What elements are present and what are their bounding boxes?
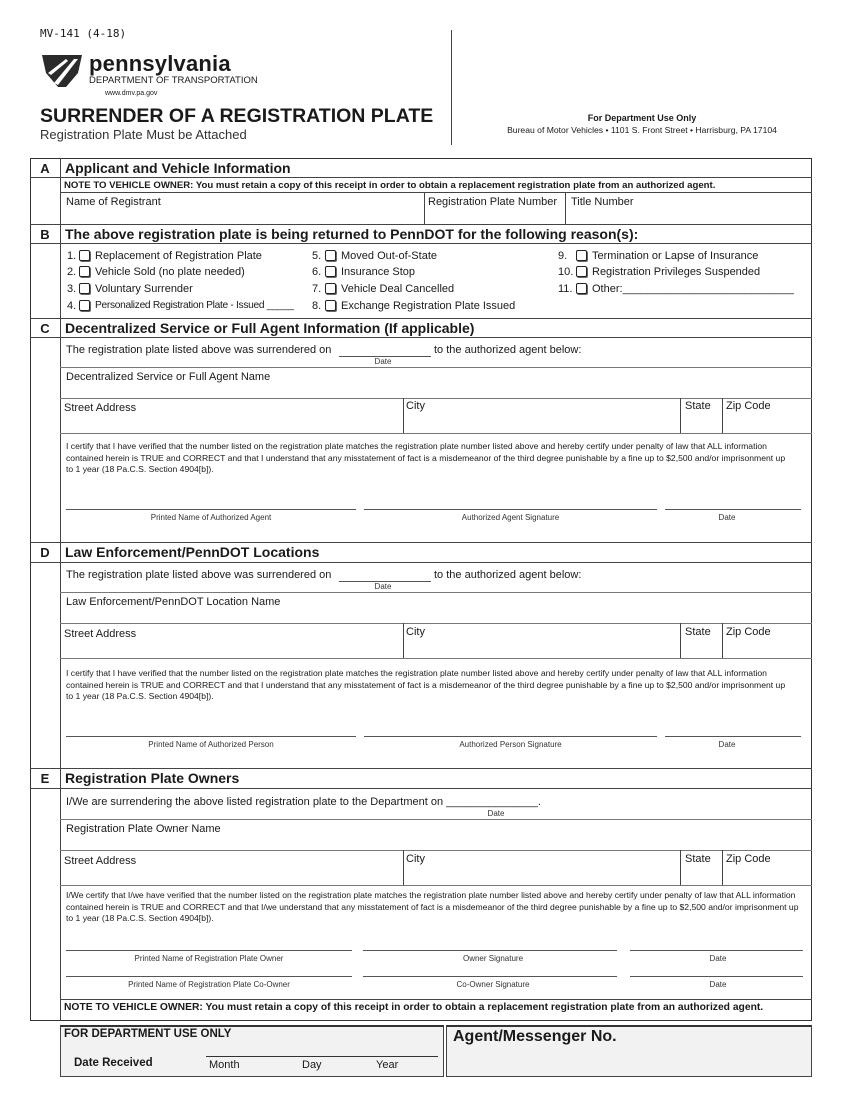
rule <box>680 850 681 885</box>
section-a-title: Applicant and Vehicle Information <box>65 160 291 176</box>
reason-6-label: Insurance Stop <box>341 266 415 278</box>
d-person-printed-name-line[interactable] <box>66 736 356 737</box>
e-coowner-printed-name-label: Printed Name of Registration Plate Co-Owner <box>128 980 290 989</box>
rule <box>30 788 812 789</box>
rule <box>403 623 404 658</box>
date-received-line[interactable] <box>206 1056 438 1057</box>
rule <box>30 562 812 563</box>
rule <box>60 999 812 1000</box>
rule <box>722 398 723 433</box>
rule <box>30 243 812 244</box>
e-owner-printed-name-label: Printed Name of Registration Plate Owner <box>134 954 284 963</box>
reason-9-label: Termination or Lapse of Insurance <box>592 250 759 262</box>
e-surrender-text: I/We are surrendering the above listed registration plate to the Department on _______________. <box>66 796 541 808</box>
e-city-field[interactable]: City <box>406 853 425 865</box>
e-coowner-printed-name-line[interactable] <box>66 976 352 977</box>
reason-6-checkbox[interactable] <box>325 266 336 277</box>
dept-use-address: Bureau of Motor Vehicles • 1101 S. Front Street • Harrisburg, PA 17104 <box>507 125 777 135</box>
e-owner-name-field[interactable]: Registration Plate Owner Name <box>66 823 221 835</box>
c-surrender-text: The registration plate listed above was surrendered on <box>66 344 332 356</box>
reason-8-label: Exchange Registration Plate Issued <box>341 300 516 312</box>
section-d-title: Law Enforcement/PennDOT Locations <box>65 544 320 560</box>
e-coowner-date-label: Date <box>709 980 727 989</box>
reason-1-number: 1. <box>67 250 77 262</box>
d-location-name-field[interactable]: Law Enforcement/PennDOT Location Name <box>66 596 281 608</box>
reason-2-label: Vehicle Sold (no plate needed) <box>95 266 245 278</box>
brand-department: DEPARTMENT OF TRANSPORTATION <box>89 75 258 86</box>
reason-5-number: 5. <box>312 250 322 262</box>
rule <box>60 885 812 886</box>
form-subtitle: Registration Plate Must be Attached <box>40 127 247 142</box>
rule <box>424 192 425 224</box>
reason-3-checkbox[interactable] <box>79 283 90 294</box>
section-c-title: Decentralized Service or Full Agent Information (If applicable) <box>65 320 475 336</box>
header-divider <box>451 30 452 145</box>
reason-7-number: 7. <box>312 283 322 295</box>
rule <box>60 819 812 820</box>
c-date-line[interactable] <box>665 509 801 510</box>
e-coowner-date-line[interactable] <box>630 976 803 977</box>
section-e-letter: E <box>40 771 50 786</box>
e-owner-printed-name-line[interactable] <box>66 950 352 951</box>
reason-8-number: 8. <box>312 300 322 312</box>
d-city-field[interactable]: City <box>406 626 425 638</box>
dept-use-label: For Department Use Only <box>587 113 697 123</box>
d-surrender-date-label: Date <box>374 582 392 591</box>
reason-9-checkbox[interactable] <box>576 250 587 261</box>
rule <box>565 192 566 224</box>
c-agent-signature-label: Authorized Agent Signature <box>461 513 560 522</box>
rule <box>403 398 404 433</box>
reason-3-label: Voluntary Surrender <box>95 283 193 295</box>
reason-1-checkbox[interactable] <box>79 250 90 261</box>
section-b-letter: B <box>40 227 50 242</box>
brand-website: www.dmv.pa.gov <box>105 90 158 97</box>
rule <box>680 623 681 658</box>
dept-use-only-label: FOR DEPARTMENT USE ONLY <box>64 1028 232 1040</box>
reason-6-number: 6. <box>312 266 322 278</box>
rule <box>30 318 812 319</box>
e-state-field[interactable]: State <box>685 853 711 865</box>
reason-2-number: 2. <box>67 266 77 278</box>
section-b-title: The above registration plate is being returned to PennDOT for the following reason(s): <box>65 226 639 242</box>
keystone-logo-icon <box>40 53 84 89</box>
section-e-title: Registration Plate Owners <box>65 770 240 786</box>
rule <box>30 768 812 769</box>
d-person-signature-label: Authorized Person Signature <box>459 740 562 749</box>
rule <box>722 850 723 885</box>
c-city-field[interactable]: City <box>406 400 425 412</box>
rule <box>60 192 812 193</box>
reason-10-number: 10. <box>558 266 574 278</box>
d-certification: I certify that I have verified that the number listed on the registration plate matches the registration plate number listed above and hereby certify under penalty of law that ALL information contained herein is TRUE and CORRECT and that I understand that any misstatement of fact is a misdemeanor of the third degree punishable by a fine up to $2,500 and/or imprisonment up to 1 year (18 Pa.C.S. Section 4904[b]). <box>66 668 786 701</box>
reason-11-label: Other:____________________________ <box>592 283 794 295</box>
reason-8-checkbox[interactable] <box>325 300 336 311</box>
d-date-line[interactable] <box>665 736 801 737</box>
form-code: MV-141 (4-18) <box>40 27 127 40</box>
c-agent-signature-line[interactable] <box>364 509 657 510</box>
reason-7-checkbox[interactable] <box>325 283 336 294</box>
rule <box>60 592 812 593</box>
form-title: SURRENDER OF A REGISTRATION PLATE <box>40 105 434 127</box>
rule <box>30 542 812 543</box>
c-agent-printed-name-label: Printed Name of Authorized Agent <box>150 513 272 522</box>
rule <box>60 850 812 851</box>
section-d-letter: D <box>40 545 50 560</box>
rule <box>60 658 812 659</box>
c-certification: I certify that I have verified that the number listed on the registration plate matches the registration plate number listed above and hereby certify under penalty of law that ALL information contained herein is TRUE and CORRECT and that I understand that any misstatement of fact is a misdemeanor of the third degree punishable by a fine up to $2,500 and/or imprisonment up to 1 year (18 Pa.C.S. Section 4904[b]). <box>66 441 786 474</box>
c-state-field[interactable]: State <box>685 400 711 412</box>
reason-10-checkbox[interactable] <box>576 266 587 277</box>
date-day-label: Day <box>302 1059 322 1071</box>
reason-5-checkbox[interactable] <box>325 250 336 261</box>
rule <box>30 177 812 178</box>
e-street-field[interactable]: Street Address <box>64 855 137 867</box>
c-zip-field[interactable]: Zip Code <box>726 400 771 412</box>
e-coowner-signature-line[interactable] <box>363 976 617 977</box>
section-e-note: NOTE TO VEHICLE OWNER: You must retain a copy of this receipt in order to obtain a replacement registration plate from an authorized agent. <box>64 1002 764 1013</box>
date-received-label: Date Received <box>74 1057 153 1069</box>
section-a-note: NOTE TO VEHICLE OWNER: You must retain a copy of this receipt in order to obtain a replacement registration plate from an authorized agent. <box>64 180 716 191</box>
rule <box>60 433 812 434</box>
reason-7-label: Vehicle Deal Cancelled <box>341 283 455 295</box>
e-surrender-date-label: Date <box>487 809 505 818</box>
reason-11-number: 11. <box>558 283 573 295</box>
title-number-field[interactable]: Title Number <box>571 196 634 208</box>
rule <box>60 623 812 624</box>
c-agent-printed-name-line[interactable] <box>66 509 356 510</box>
plate-number-field[interactable]: Registration Plate Number <box>428 196 558 208</box>
agent-messenger-label: Agent/Messenger No. <box>453 1028 617 1045</box>
reason-4-number: 4. <box>67 300 77 312</box>
c-street-field[interactable]: Street Address <box>64 402 137 414</box>
section-c-letter: C <box>40 321 50 336</box>
d-surrender-text: The registration plate listed above was surrendered on <box>66 569 332 581</box>
d-street-field[interactable]: Street Address <box>64 628 137 640</box>
d-date-label: Date <box>718 740 736 749</box>
c-date-label: Date <box>718 513 736 522</box>
reason-1-label: Replacement of Registration Plate <box>95 250 262 262</box>
registrant-name-field[interactable]: Name of Registrant <box>66 196 161 208</box>
reason-11-checkbox[interactable] <box>576 283 587 294</box>
c-agent-name-field[interactable]: Decentralized Service or Full Agent Name <box>66 371 271 383</box>
letter-column-divider <box>60 158 61 1021</box>
reason-10-label: Registration Privileges Suspended <box>592 266 761 278</box>
e-certification: I/We certify that I/we have verified that the number listed on the registration plate matches the registration plate number listed above and hereby certify under penalty of law that ALL information contained herein is TRUE and CORRECT and that I/we understand that any misstatement of fact is a misdemeanor of the third degree punishable by a fine up to $2,500 and/or imprisonment up to 1 year (18 Pa.C.S. Section 4904[b]). <box>66 890 799 923</box>
rule <box>30 224 812 225</box>
d-surrender-text-end: to the authorized agent below: <box>434 569 582 581</box>
e-owner-signature-line[interactable] <box>363 950 617 951</box>
d-person-printed-name-label: Printed Name of Authorized Person <box>148 740 274 749</box>
reason-3-number: 3. <box>67 283 77 295</box>
d-state-field[interactable]: State <box>685 626 711 638</box>
c-surrender-text-end: to the authorized agent below: <box>434 344 582 356</box>
reason-4-checkbox[interactable] <box>79 300 90 311</box>
rule <box>30 337 812 338</box>
rule <box>680 398 681 433</box>
d-person-signature-line[interactable] <box>364 736 657 737</box>
section-a-letter: A <box>40 161 50 176</box>
e-owner-date-label: Date <box>709 954 727 963</box>
date-year-label: Year <box>376 1059 399 1071</box>
reason-2-checkbox[interactable] <box>79 266 90 277</box>
rule <box>722 623 723 658</box>
d-zip-field[interactable]: Zip Code <box>726 626 771 638</box>
rule <box>60 367 812 368</box>
rule <box>60 398 812 399</box>
e-coowner-signature-label: Co-Owner Signature <box>456 980 530 989</box>
e-owner-signature-label: Owner Signature <box>462 954 524 963</box>
reason-4-label: Personalized Registration Plate - Issued _____ <box>95 300 294 311</box>
reason-9-number: 9. <box>558 250 568 262</box>
brand-name: pennsylvania <box>89 51 231 76</box>
rule <box>403 850 404 885</box>
e-owner-date-line[interactable] <box>630 950 803 951</box>
e-zip-field[interactable]: Zip Code <box>726 853 771 865</box>
reason-5-label: Moved Out-of-State <box>341 250 437 262</box>
date-month-label: Month <box>209 1059 240 1071</box>
c-surrender-date-label: Date <box>374 357 392 366</box>
